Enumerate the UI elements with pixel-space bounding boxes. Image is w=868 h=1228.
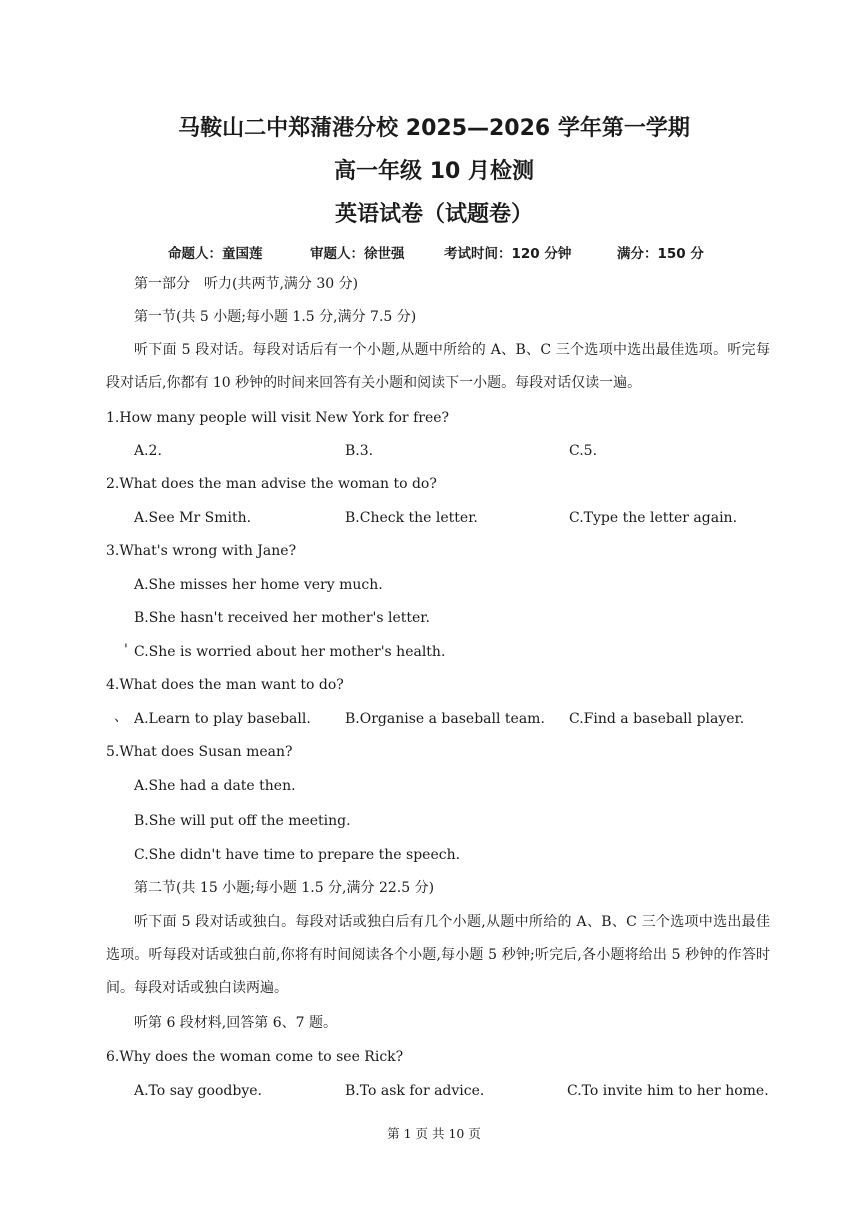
reviewer: 审题人：徐世强: [310, 246, 405, 262]
question-2-option-a: A.See Mr Smith.: [134, 510, 252, 526]
exam-meta: [0, 243, 868, 265]
exam-subtitle: 高一年级 10 月检测: [334, 159, 534, 184]
question-4-option-c: C.Find a baseball player.: [569, 711, 745, 727]
question-4-option-b: B.Organise a baseball team.: [345, 711, 545, 727]
question-3-option-c: C.She is worried about her mother's health.: [134, 644, 446, 660]
question-5-stem: 5.What does Susan mean?: [106, 744, 293, 760]
question-1-stem: 1.How many people will visit New York for free?: [106, 410, 450, 426]
question-6-option-a: A.To say goodbye.: [134, 1083, 262, 1099]
stray-mark: ': [124, 642, 128, 658]
page-number: 第 1 页 共 10 页: [387, 1126, 481, 1141]
question-2-option-c: C.Type the letter again.: [569, 510, 738, 526]
section2-instructions: 听下面 5 段对话或独白。每段对话或独白后有几个小题,从题中所给的 A、B、C 三个选项中选出最佳选项。听每段对话或独白前,你将有时间阅读各个小题,每小题 5 秒钟;听完后,各小题将给出 5 秒钟的作答时间。每段对话或独白读两遍。: [106, 914, 770, 996]
question-5-option-c: C.She didn't have time to prepare the speech.: [134, 847, 461, 863]
question-6-option-b: B.To ask for advice.: [345, 1083, 485, 1099]
section2-heading: 第二节(共 15 小题;每小题 1.5 分,满分 22.5 分): [134, 880, 435, 896]
question-4-stem: 4.What does the man want to do?: [106, 677, 344, 693]
question-6-option-c: C.To invite him to her home.: [567, 1083, 769, 1099]
question-1-option-a: A.2.: [134, 443, 162, 459]
stray-mark: 、: [114, 709, 128, 725]
section1-instructions: 听下面 5 段对话。每段对话后有一个小题,从题中所给的 A、B、C 三个选项中选出最佳选项。听完每段对话后,你都有 10 秒钟的时间来回答有关小题和阅读下一小题。每段对话仅读一遍。: [106, 342, 770, 391]
part1-heading: 第一部分 听力(共两节,满分 30 分): [134, 276, 359, 292]
question-3-option-b: B.She hasn't received her mother's letter.: [134, 610, 430, 626]
question-3-stem: 3.What's wrong with Jane?: [106, 543, 297, 559]
question-1-option-b: B.3.: [345, 443, 374, 459]
question-4-option-a: A.Learn to play baseball.: [134, 711, 311, 727]
question-5-option-b: B.She will put off the meeting.: [134, 813, 351, 829]
exam-time: 考试时间：120 分钟: [444, 246, 572, 262]
question-2-stem: 2.What does the man advise the woman to do?: [106, 476, 437, 492]
question-3-option-a: A.She misses her home very much.: [134, 577, 383, 593]
question-2-option-b: B.Check the letter.: [345, 510, 478, 526]
material-6-note: 听第 6 段材料,回答第 6、7 题。: [134, 1015, 337, 1031]
paper-name: 英语试卷（试题卷）: [334, 202, 533, 227]
full-score: 满分：150 分: [617, 246, 704, 262]
exam-title: 马鞍山二中郑蒲港分校 2025—2026 学年第一学期: [178, 116, 690, 141]
question-5-option-a: A.She had a date then.: [134, 778, 296, 794]
section1-heading: 第一节(共 5 小题;每小题 1.5 分,满分 7.5 分): [134, 309, 417, 325]
question-6-stem: 6.Why does the woman come to see Rick?: [106, 1049, 404, 1065]
author: 命题人：童国莲: [168, 246, 263, 262]
question-1-option-c: C.5.: [569, 443, 598, 459]
